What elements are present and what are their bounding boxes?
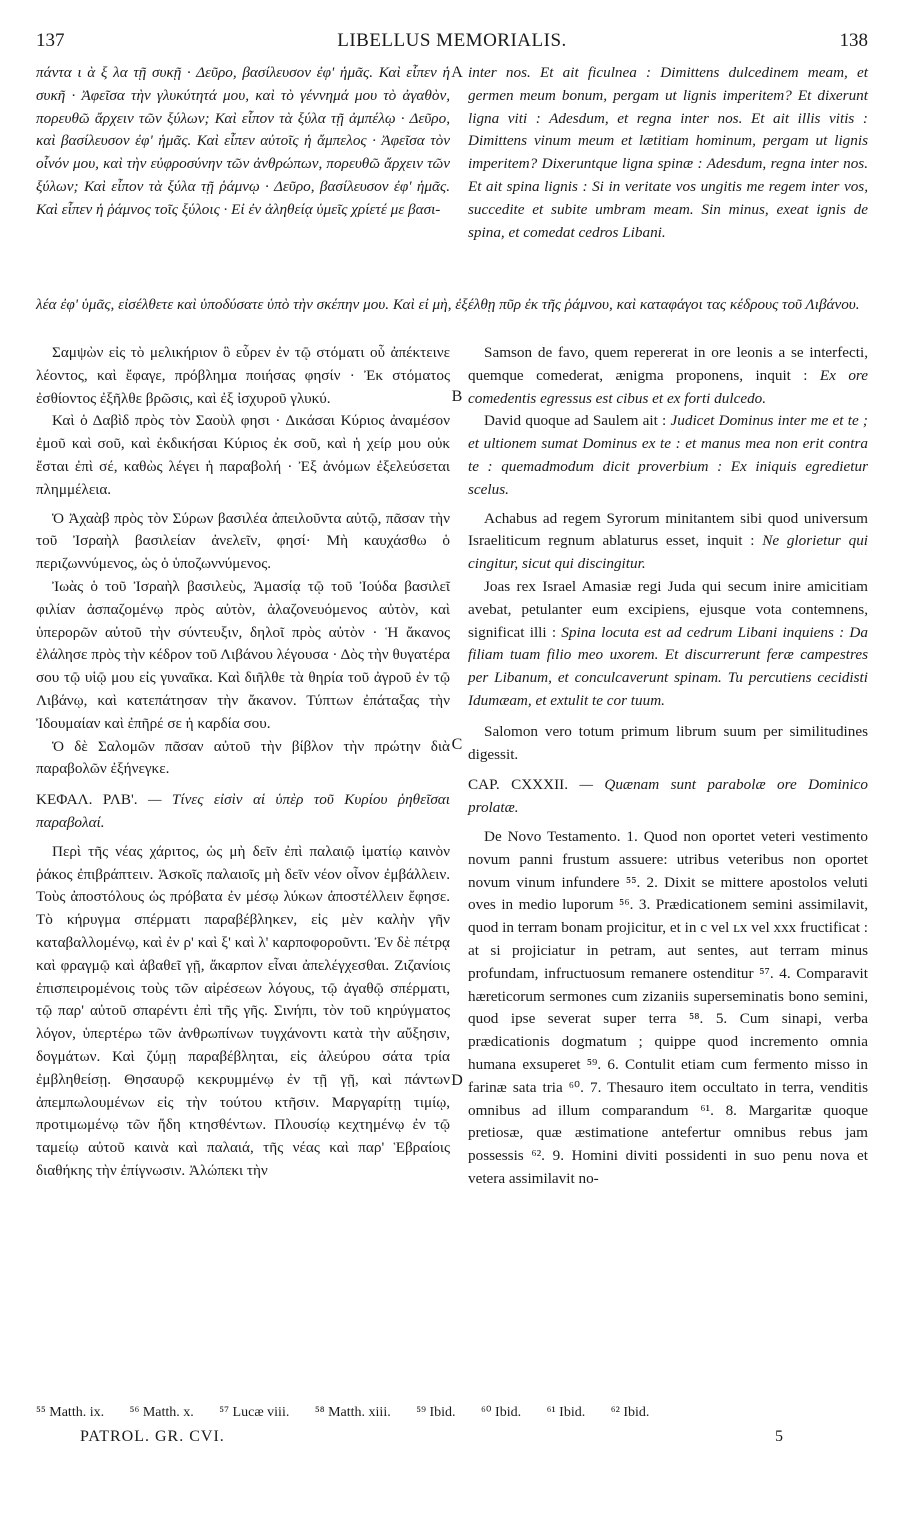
- greek-paragraph-achab: Ὁ Ἀχαὰβ πρὸς τὸν Σύρων βασιλέα ἀπειλοῦντα αὐτῷ, πᾶσαν τὴν τοῦ Ἰσραὴλ βασιλείαν ἀνελεῖν, φησί· Μὴ καυχάσθω ὁ περιζωννύμενος, ὡς ὁ ὑποζωννύμενος.: [36, 509, 450, 573]
- volume-signature: PATROL. GR. CVI.: [80, 1428, 225, 1445]
- page-footer: [80, 1428, 784, 1450]
- footnote: ⁵⁵ Matth. ix.: [36, 1405, 105, 1420]
- section-marker-c: C: [451, 736, 463, 753]
- footnote: ⁵⁶ Matth. x.: [129, 1405, 194, 1420]
- running-title: LIBELLUS MEMORIALIS.: [337, 30, 567, 51]
- greek-chapter-title: — Τίνες εἰσὶν αἱ ὑπὲρ τοῦ Κυρίου ῥηθεῖσαι παραβολαί.: [36, 791, 451, 831]
- footnote: ⁶⁰ Ibid.: [481, 1405, 522, 1420]
- latin-chapter-number: CAP. CXXXII.: [468, 776, 569, 794]
- latin-paragraph: inter nos. Et ait ficulnea : Dimittens dulcedinem meam, et germen meum bonum, pergam ut lignis imperitem? Et dixerunt ligna viti : Adesdum, et regna inter nos. Et ait illis vitis : Dimittens vinum meum et lætitiam hominum, pergam ut lignis imperitem? Dixeruntque ligna spinæ : Adesdum, regna inter nos. Et ait spina lignis : Si in veritate vos ungitis me regem inter vos, succedite et subite umbram meam. Sin minus, exeat ignis de spina, et comedat cedros Libani.: [468, 64, 868, 241]
- greek-column-bottom: [36, 342, 450, 1183]
- page-number-left: 137: [36, 30, 65, 51]
- latin-paragraph-joas: Joas rex Israel Amasiæ regi Juda qui secum inire amicitiam avebat, petulanter eum excipiens, ejusque vota contemnens, significat illi : Spina locuta est ad cedrum Libani inquiens : Da filiam tuam filio meo uxorem. Et discurrerunt feræ campestres per Libanum, et conculcaverunt spinam. Tu percutiens cecidisti Idumæam, et extulit te cor tuum.: [468, 577, 868, 709]
- footnotes: [36, 1404, 868, 1421]
- greek-paragraph-parables: Περὶ τῆς νέας χάριτος, ὡς μὴ δεῖν ἐπὶ παλαιῷ ἱματίῳ καινὸν ῥάκος ἐπιβράπτειν. Ἀσκοῖς παλαιοῖς μὴ δεῖν νέον οἶνον ἐμβάλλειν. Τοὺς ἀποστόλους ὡς πρόβατα ἐν μέσῳ λύκων ἀποστέλλειν ἔφησε. Τὸ κήρυγμα σπέρματι παραβέβληκεν, εἰς μὲν καλὴν γῆν καταβαλλομένῳ, καὶ ἐν ρ' καὶ ξ' καὶ λ' καρποφοροῦντι. Ἐν δὲ πέτρᾳ καὶ φραγμῷ καὶ ἀβαθεῖ γῇ, ἄκαρπον εἶναι ἀπελέγχεσθαι. Ζιζανίοις ἐπισπειρομένοις τοὺς τῶν αἱρέσεων λόγους, τῷ ἀγαθῷ σπέρματι, τῷ παρ' αὐτοῦ σπαρέντι ἐπὶ τῆς γῆς. Σινήπι, τὸν τοῦ κηρύγματος λόγον, ὑπερτέρω τῶν ἀνθρωπίνων τυγχάνοντι κατὰ τὴν αὔξησιν, δογμάτων. Καὶ ζύμῃ παραβέβληται, εἰς ἀλεύρου σάτα τρία ἐμβληθείσῃ. Θησαυρῷ κεκρυμμένῳ ἐν τῇ γῇ, καὶ πάντων ἀπεμπωλουμένων εἰς τὴν τούτου κτῆσιν. Μαργαρίτῃ τιμίῳ, προτιμωμένῳ τῶν ἤδη κτησθέντων. Πλουσίῳ κεχτημένῳ ἐν τῷ ταμείῳ αὐτοῦ καινὰ καὶ παλαιά, τῆς νέας καὶ παρ' Ἑβραίοις διαθήκης τὴν ἐπίγνωσιν. Ἀλώπεκι τὴν: [36, 842, 450, 1179]
- footnote: ⁶¹ Ibid.: [546, 1405, 586, 1420]
- latin-paragraph-samson: Samson de favo, quem repererat in ore leonis a se interfecti, quemque comederat, ænigma proponens, inquit : Ex ore comedentis egressus est cibus et ex forti dulcedo.: [468, 344, 869, 407]
- latin-paragraph-parables: De Novo Testamento. 1. Quod non oportet veteri vestimento novum panni frustum assuere: utribus veteribus non oportet novum vinum infundere ⁵⁵. 2. Dixit se mittere apostolos veluti oves in medio luporum ⁵⁶. 3. Prædicationem semini assimilavit, quod in terram bonam projicitur, et in c vel ʟx vel xxx fructificat : at si projiciatur in petram, aut sentes, aut terram minus profundam, infructuosum remanere ostenditur ⁵⁷. 4. Comparavit hæreticorum sermones cum zizaniis superseminatis bono semini, quod ipse severat super terra ⁵⁸. 5. Cum sinapi, verba prædicationis dogmatum ; quippe quod incremento omnia humana exsuperet ⁵⁹. 6. Contulit etiam cum fermento misso in farinæ sata tria ⁶⁰. 7. Thesauro item occultato in terra, venditis omnibus ad illum comparandum ⁶¹. 8. Margaritæ quoque pretiosæ, quæ æstimatione antefertur omnibus rebus jam possessis ⁶². 9. Homini diviti possidenti in suo penu nova et vetera assimilavit no-: [468, 827, 868, 1187]
- latin-chapter-heading: [468, 774, 868, 820]
- greek-chapter-heading: [36, 789, 450, 835]
- greek-paragraph: πάντα ι ὰ ξ λα τῇ συκῇ · Δεῦρο, βασίλευσον ἐφ' ἡμᾶς. Καὶ εἶπεν ἡ συκῆ · Ἀφεῖσα τὴν γλυκύτητά μου, καὶ τὸ γέννημά μου τὸ ἀγαθὸν, πορευθῶ ἄρχειν τῶν ξύλων; Καὶ εἶπον τὰ ξύλα τῇ ἀμπέλῳ · Δεῦρο, καὶ βασίλευσον ἐφ' ἡμᾶς. Καὶ εἶπεν αὐτοῖς ἡ ἄμπελος · Ἀφεῖσα τὸν οἶνόν μου, καὶ τὴν εὐφροσύνην τῶν ἀνθρώπων, πορευθῶ ἄρχειν τῶν ξύλων; Καὶ εἶπον τὰ ξύλα τῇ ῥάμνῳ · Δεῦρο, βασίλευσον ἐφ' ἡμᾶς. Καὶ εἶπεν ἡ ῥάμνος τοῖς ξύλοις · Εἰ ἐν ἀληθείᾳ ὑμεῖς χρίετέ με βασι-: [36, 64, 450, 218]
- latin-column-top: [468, 62, 868, 244]
- latin-chapter-title: — Quænam sunt parabolæ ore Dominico prolatæ.: [468, 776, 869, 817]
- greek-paragraph-david: Καὶ ὁ Δαβὶδ πρὸς τὸν Σαοὺλ φησι · Δικάσαι Κύριος ἀναμέσον ἐμοῦ καὶ σοῦ, καὶ ἐκδικήσαι Κύριος ἐκ σοῦ, καὶ ἡ χείρ μου οὐκ ἔσται ἐπὶ σέ, καθὼς λέγει ἡ παραβολή · Ἐξ ἀνόμων ἐξελεύσεται πλημμέλεια.: [36, 412, 450, 498]
- greek-paragraph-solomon: Ὁ δὲ Σαλομῶν πᾶσαν αὐτοῦ τὴν βίβλον τὴν πρώτην διὰ παραβολῶν ἐξήνεγκε.: [36, 737, 450, 778]
- page-number-right: 138: [839, 30, 868, 51]
- section-marker-a: A: [451, 64, 463, 81]
- latin-paragraph-achab: Achabus ad regem Syrorum minitantem sibi quod universum Israeliticum regnum ablaturus esset, inquit : Ne glorietur qui cingitur, sicut qui discingitur.: [468, 509, 869, 573]
- greek-chapter-number: ΚΕΦΑΛ. ΡΛΒ'.: [36, 791, 138, 809]
- latin-paragraph-david: David quoque ad Saulem ait : Judicet Dominus inter me et te ; et ultionem sumat Dominus ex te : et manus mea non erit contra te : quemadmodum dicit proverbium : Ex iniquis egredietur scelus.: [468, 412, 868, 498]
- greek-column-top: [36, 62, 450, 222]
- latin-paragraph-solomon: Salomon vero totum primum librum suum per similitudines digessit.: [468, 722, 868, 763]
- greek-paragraph-samson: Σαμψὼν εἰς τὸ μελικήριον ὃ εὗρεν ἐν τῷ στόματι οὗ ἀπέκτεινε λέοντος, καὶ ἔφαγε, πρόβλημα ποιήσας φησίν · Ἐκ στόματος ἐσθίοντος ἐξῆλθε βρῶσις, καὶ ἐξ ἰσχυροῦ γλυκύ.: [36, 344, 450, 407]
- greek-paragraph-joas: Ἰωὰς ὁ τοῦ Ἰσραὴλ βασιλεὺς, Ἀμασίᾳ τῷ τοῦ Ἰούδα βασιλεῖ φιλίαν ἀσπαζομένῳ πρὸς αὐτὸν, ἀλαζονευόμενος αὐτὸν, καὶ ὑπερορῶν αὐτοῦ τὴν σύντευξιν, δηλοῖ πρὸς αὐτὸν · Ἡ ἄκανος ἐλάλησε πρὸς τὴν κέδρον τοῦ Λιβάνου λέγουσα · Δὸς τὴν θυγατέρα σου τῷ υἱῷ μου εἰς γυναῖκα. Καὶ διῆλθε τὰ θηρία τοῦ ἀγροῦ ἐν τῷ Λιβάνῳ, καὶ κατεπάτησαν τὴν ἄκανον. Τύπτων ἐπάταξας τὴν Ἰδουμαίαν καὶ ἐπῆρέ σε ἡ καρδία σου.: [36, 577, 450, 732]
- footnote: ⁵⁷ Lucæ viii.: [219, 1405, 290, 1420]
- gathering-number: 5: [775, 1428, 784, 1445]
- latin-column-bottom: [468, 342, 868, 1191]
- spanning-greek-line: λέα ἐφ' ὑμᾶς, εἰσέλθετε καὶ ὑποδύσατε ὑπὸ τὴν σκέπην μου. Καὶ εἰ μὴ, ἐξέλθῃ πῦρ ἐκ τῆς ῥάμνου, καὶ καταφάγοι τας κέδρους τοῦ Λιβάνου.: [36, 296, 860, 313]
- footnote: ⁵⁸ Matth. xiii.: [314, 1405, 391, 1420]
- running-header: [36, 30, 868, 54]
- section-marker-d: D: [451, 1072, 463, 1089]
- footnote: ⁵⁹ Ibid.: [416, 1405, 456, 1420]
- footnote: ⁶² Ibid.: [610, 1405, 650, 1420]
- section-marker-b: B: [451, 388, 463, 405]
